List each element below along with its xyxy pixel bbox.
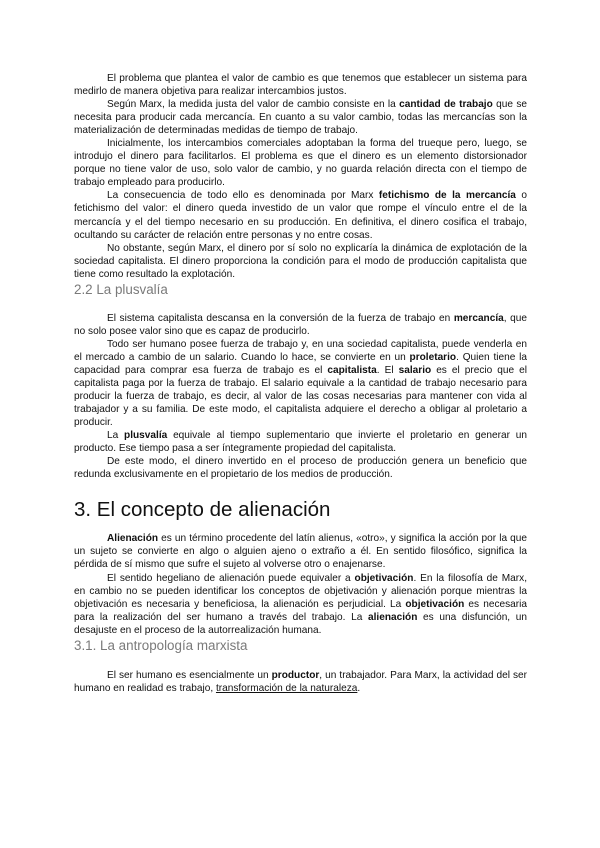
- paragraph: [74, 429, 527, 455]
- bold-term: Alienación: [107, 533, 159, 545]
- paragraph-text: La: [107, 430, 125, 442]
- bold-term: salario: [398, 364, 432, 376]
- spacer: [74, 481, 527, 497]
- paragraph-text: que se necesita para producir cada mercancía. En cuanto a su valor cambio, todas las mercancías son la materialización de determinadas medidas de tiempo de trabajo.: [74, 99, 527, 137]
- bold-term: proletario: [409, 351, 457, 363]
- spacer: [74, 298, 527, 312]
- section-heading-antropologia: 3.1. La antropología marxista: [74, 637, 248, 653]
- paragraph-text: . Quien tiene la capacidad para comprar esa fuerza de trabajo es el: [74, 351, 527, 376]
- paragraph: [74, 72, 527, 98]
- bold-term: objetivación: [405, 598, 465, 610]
- paragraph-text: El problema que plantea el valor de cambio es que tenemos que establecer un sistema para medirlo de manera objetiva para realizar intercambios justos.: [74, 73, 527, 98]
- paragraph-text: es un término procedente del latín alienus, «otro», y significa la acción por la que un sujeto se convierte en algo o alguien ajeno o extraño a él. En sentido filosófico, significa la pérdida de sí mismo que sufre el sujeto al volverse otro o enajenarse.: [74, 533, 527, 571]
- paragraph-text: es una disfunción, un desajuste en el proceso de la autorrealización humana.: [74, 611, 527, 636]
- paragraph: [74, 532, 527, 571]
- bold-term: fetichismo de la mercancía: [378, 190, 516, 202]
- paragraph-text: .: [357, 682, 361, 694]
- paragraph-text: Inicialmente, los intercambios comerciales adoptaban la forma del trueque pero, luego, se introdujo el dinero para facilitarlos. El problema es que el dinero es un elemento distorsionador porque no tiene valor de uso, solo valor de cambio, y no guarda relación directa con el tiempo de trabajo empleado para producirlo.: [74, 138, 527, 189]
- paragraph: [74, 312, 527, 338]
- paragraph-text: , que no solo posee valor sino que es capaz de producirlo.: [74, 312, 527, 337]
- page-content: [74, 72, 527, 695]
- paragraph-text: o fetichismo del valor: el dinero queda investido de un valor que rompe el vínculo entre el de la mercancía y el del tiempo necesario en su producción. En definitiva, el dinero cosifica el trabajo, ocultando su carácter de relación entre personas y no entre cosas.: [74, 190, 527, 241]
- paragraph: [74, 98, 527, 137]
- bold-term: objetivación: [354, 572, 414, 584]
- paragraph-text: Todo ser humano posee fuerza de trabajo y, en una sociedad capitalista, puede venderla en el mercado a cambio de un salario. Cuando lo hace, se convierte en un: [74, 338, 527, 363]
- paragraph: [74, 338, 527, 429]
- paragraph-text: , un trabajador. Para Marx, la actividad del ser humano en realidad es trabajo,: [74, 669, 527, 694]
- paragraph-text: . El: [376, 364, 399, 376]
- paragraph: [74, 572, 527, 637]
- spacer: [74, 523, 527, 532]
- paragraph-text: De este modo, el dinero invertido en el proceso de producción genera un beneficio que redunda exclusivamente en el propietario de los medios de producción.: [74, 456, 527, 481]
- paragraph: [74, 455, 527, 481]
- paragraph: [74, 242, 527, 281]
- paragraph: [74, 669, 527, 695]
- bold-term: cantidad de trabajo: [399, 99, 493, 111]
- paragraph-text: El ser humano es esencialmente un: [107, 669, 272, 681]
- paragraph-text: El sentido hegeliano de alienación puede equivaler a: [107, 572, 355, 584]
- bold-term: capitalista: [327, 364, 377, 376]
- paragraph-text: No obstante, según Marx, el dinero por sí solo no explicaría la dinámica de explotación de la sociedad capitalista. El dinero proporciona la condición para el modo de producción capitalista que tiene como resultado la explotación.: [74, 242, 527, 280]
- paragraph: [74, 189, 527, 241]
- paragraph-text: es el precio que el capitalista paga por la fuerza de trabajo. El salario equivale a la cantidad de trabajo necesario para producir la fuerza de trabajo, es decir, al valor de las cosas necesarias para mantener con vida al trabajador y a su familia. De este modo, el capitalista adquiere el derecho a obligar al proletario a producir.: [74, 364, 528, 429]
- underlined-term: transformación de la naturaleza: [215, 682, 358, 694]
- paragraph-text: es necesaria para la realización del ser humano a través del trabajo. La: [74, 598, 527, 623]
- paragraph-text: . En la filosofía de Marx, en cambio no se pueden identificar los conceptos de objetivación y alienación porque mientras la objetivación es necesaria y beneficiosa, la alienación es perjudicial. La: [74, 572, 527, 610]
- paragraph-text: equivale al tiempo suplementario que invierte el proletario en generar un producto. Ese tiempo pasa a ser íntegramente propiedad del capitalista.: [74, 430, 527, 455]
- paragraph-text: La consecuencia de todo ello es denominada por Marx: [107, 190, 379, 202]
- section-heading-plusvalia: 2.2 La plusvalía: [74, 281, 168, 297]
- bold-term: plusvalía: [124, 430, 168, 442]
- spacer: [74, 654, 527, 669]
- paragraph-text: Según Marx, la medida justa del valor de cambio consiste en la: [107, 99, 400, 111]
- paragraph: [74, 137, 527, 189]
- paragraph-text: El sistema capitalista descansa en la conversión de la fuerza de trabajo en: [107, 312, 454, 324]
- chapter-heading-alienacion: 3. El concepto de alienación: [74, 498, 331, 522]
- bold-term: mercancía: [453, 312, 504, 324]
- bold-term: alienación: [368, 611, 418, 623]
- bold-term: productor: [271, 669, 320, 681]
